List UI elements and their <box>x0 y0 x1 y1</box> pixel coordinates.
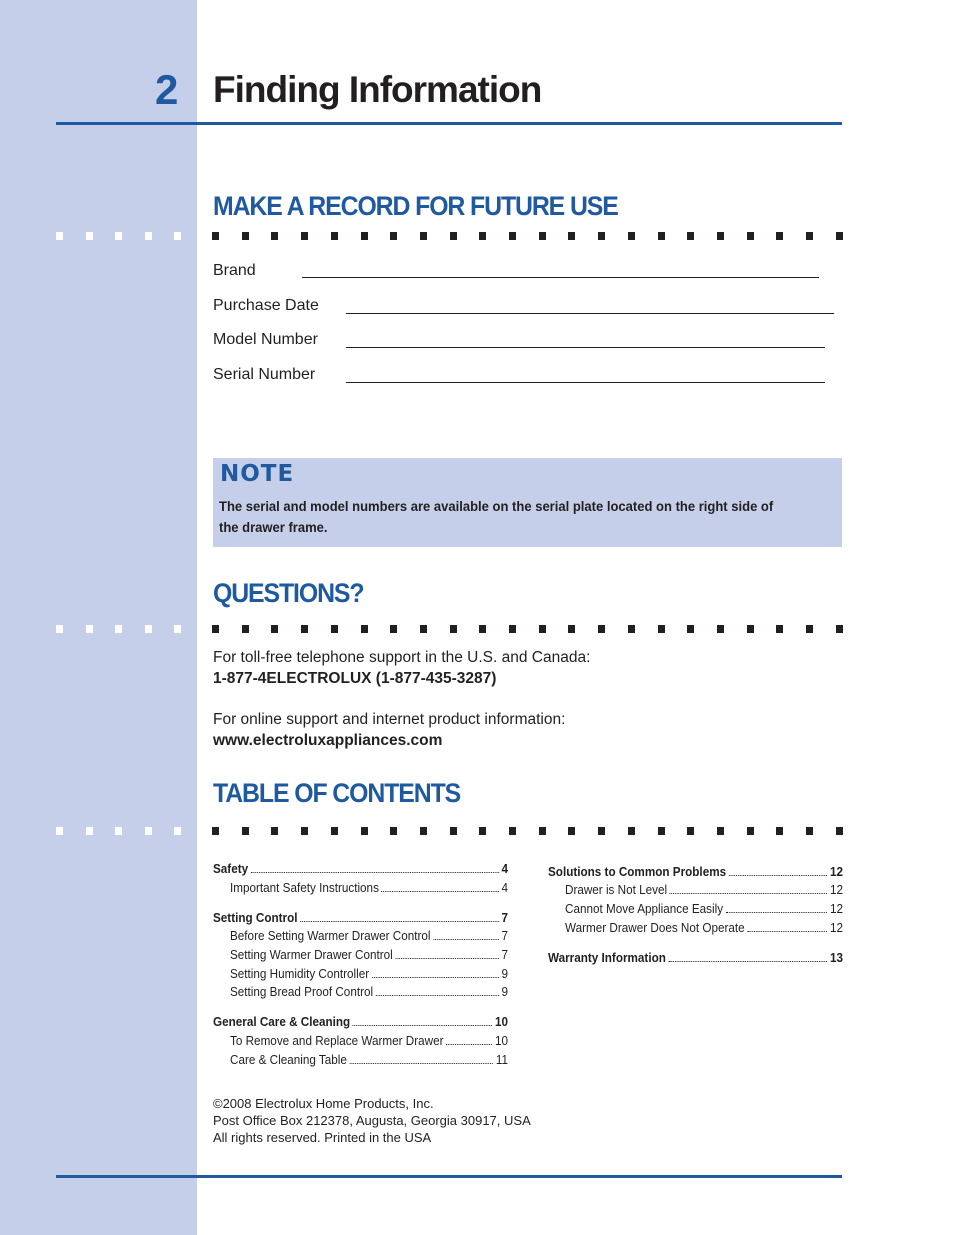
toc-entry-page: 9 <box>501 966 508 981</box>
address-line: Post Office Box 212378, Augusta, Georgia 30917, USA <box>213 1113 531 1128</box>
toc-leader <box>353 1025 492 1026</box>
toc-leader <box>376 995 499 996</box>
toc-entry-title: Cannot Move Appliance Easily <box>565 901 724 916</box>
purchase-date-field[interactable] <box>346 313 834 314</box>
toc-entry-title: Warranty Information <box>548 950 666 965</box>
record-heading: MAKE A RECORD FOR FUTURE USE <box>213 191 618 221</box>
copyright-line: ©2008 Electrolux Home Products, Inc. <box>213 1096 434 1111</box>
toc-entry[interactable] <box>213 1013 508 1030</box>
toc-entry-title: Setting Control <box>213 910 298 925</box>
toc-entry-title: Solutions to Common Problems <box>548 864 727 879</box>
brand-label: Brand <box>213 262 256 279</box>
toc-entry-page: 10 <box>494 1014 508 1029</box>
toc-entry-page: 12 <box>829 864 843 879</box>
toc-divider <box>56 827 846 837</box>
toc-entry[interactable] <box>230 1051 508 1068</box>
toc-leader <box>729 875 827 876</box>
sidebar-band <box>0 0 197 1235</box>
note-text: The serial and model numbers are available on the serial plate located on the right side of the drawer frame. <box>219 498 774 535</box>
toc-leader <box>251 872 499 873</box>
website-link[interactable]: www.electroluxappliances.com <box>213 732 443 749</box>
toc-entry-page: 11 <box>495 1052 508 1067</box>
toc-entry-page: 12 <box>829 920 843 935</box>
toc-leader <box>300 921 499 922</box>
toc-entry-title: General Care & Cleaning <box>213 1014 351 1029</box>
toc-entry[interactable] <box>230 946 508 963</box>
model-number-label: Model Number <box>213 331 318 348</box>
toc-entry-page: 4 <box>501 880 508 895</box>
toc-entry-page: 10 <box>494 1033 508 1048</box>
toc-leader <box>670 893 827 894</box>
toc-entry-page: 9 <box>501 984 508 999</box>
toc-leader <box>433 939 499 940</box>
toc-leader <box>446 1044 492 1045</box>
toc-entry-page: 7 <box>501 947 508 962</box>
toc-entry[interactable] <box>230 879 508 896</box>
purchase-date-label: Purchase Date <box>213 297 319 314</box>
page-number: 2 <box>155 66 179 113</box>
model-number-field[interactable] <box>346 347 825 348</box>
toc-entry-title: Setting Humidity Controller <box>230 966 370 981</box>
phone-number[interactable]: 1-877-4ELECTROLUX (1-877-435-3287) <box>213 670 497 687</box>
toc-entry-page: 13 <box>829 950 843 965</box>
toc-leader <box>382 891 499 892</box>
serial-number-label: Serial Number <box>213 366 316 383</box>
toc-leader <box>747 931 827 932</box>
toc-entry[interactable] <box>230 1032 508 1049</box>
toc-entry[interactable] <box>230 927 508 944</box>
record-divider <box>56 232 846 242</box>
phone-intro: For toll-free telephone support in the U.S. and Canada: <box>213 649 591 666</box>
toc-heading: TABLE OF CONTENTS <box>213 778 461 808</box>
toc-entry[interactable] <box>565 900 843 917</box>
online-intro: For online support and internet product information: <box>213 711 566 728</box>
toc-entry[interactable] <box>565 919 843 936</box>
toc-entry[interactable] <box>213 860 508 877</box>
brand-field[interactable] <box>302 277 819 278</box>
toc-entry-page: 12 <box>829 901 843 916</box>
toc-entry-title: Warmer Drawer Does Not Operate <box>565 920 745 935</box>
toc-entry-title: Safety <box>213 861 249 876</box>
toc-entry[interactable] <box>548 863 843 880</box>
toc-entry-title: Setting Bread Proof Control <box>230 984 374 999</box>
toc-leader <box>350 1063 494 1064</box>
toc-entry[interactable] <box>230 965 508 982</box>
toc-entry-page: 12 <box>829 882 843 897</box>
toc-entry[interactable] <box>548 949 843 966</box>
header-rule <box>56 122 842 125</box>
toc-entry-title: Care & Cleaning Table <box>230 1052 347 1067</box>
questions-divider <box>56 625 846 635</box>
toc-leader <box>395 958 498 959</box>
toc-entry-title: Setting Warmer Drawer Control <box>230 947 393 962</box>
footer-rule <box>56 1175 842 1178</box>
toc-leader <box>669 961 828 962</box>
toc-entry[interactable] <box>565 881 843 898</box>
toc-leader <box>372 977 499 978</box>
page-title: Finding Information <box>213 69 542 110</box>
serial-number-field[interactable] <box>346 382 825 383</box>
toc-entry-title: Before Setting Warmer Drawer Control <box>230 928 431 943</box>
toc-entry-title: To Remove and Replace Warmer Drawer <box>230 1033 444 1048</box>
note-box <box>213 458 842 547</box>
toc-leader <box>726 912 828 913</box>
rights-line: All rights reserved. Printed in the USA <box>213 1130 432 1145</box>
toc-entry-page: 7 <box>501 910 508 925</box>
note-title: NOTE <box>220 461 295 487</box>
toc-entry-title: Drawer is Not Level <box>565 882 668 897</box>
toc-entry[interactable] <box>213 909 508 926</box>
toc-entry-page: 7 <box>501 928 508 943</box>
toc-entry[interactable] <box>230 983 508 1000</box>
toc-entry-title: Important Safety Instructions <box>230 880 379 895</box>
questions-heading: QUESTIONS? <box>213 578 364 608</box>
toc-entry-page: 4 <box>501 861 508 876</box>
